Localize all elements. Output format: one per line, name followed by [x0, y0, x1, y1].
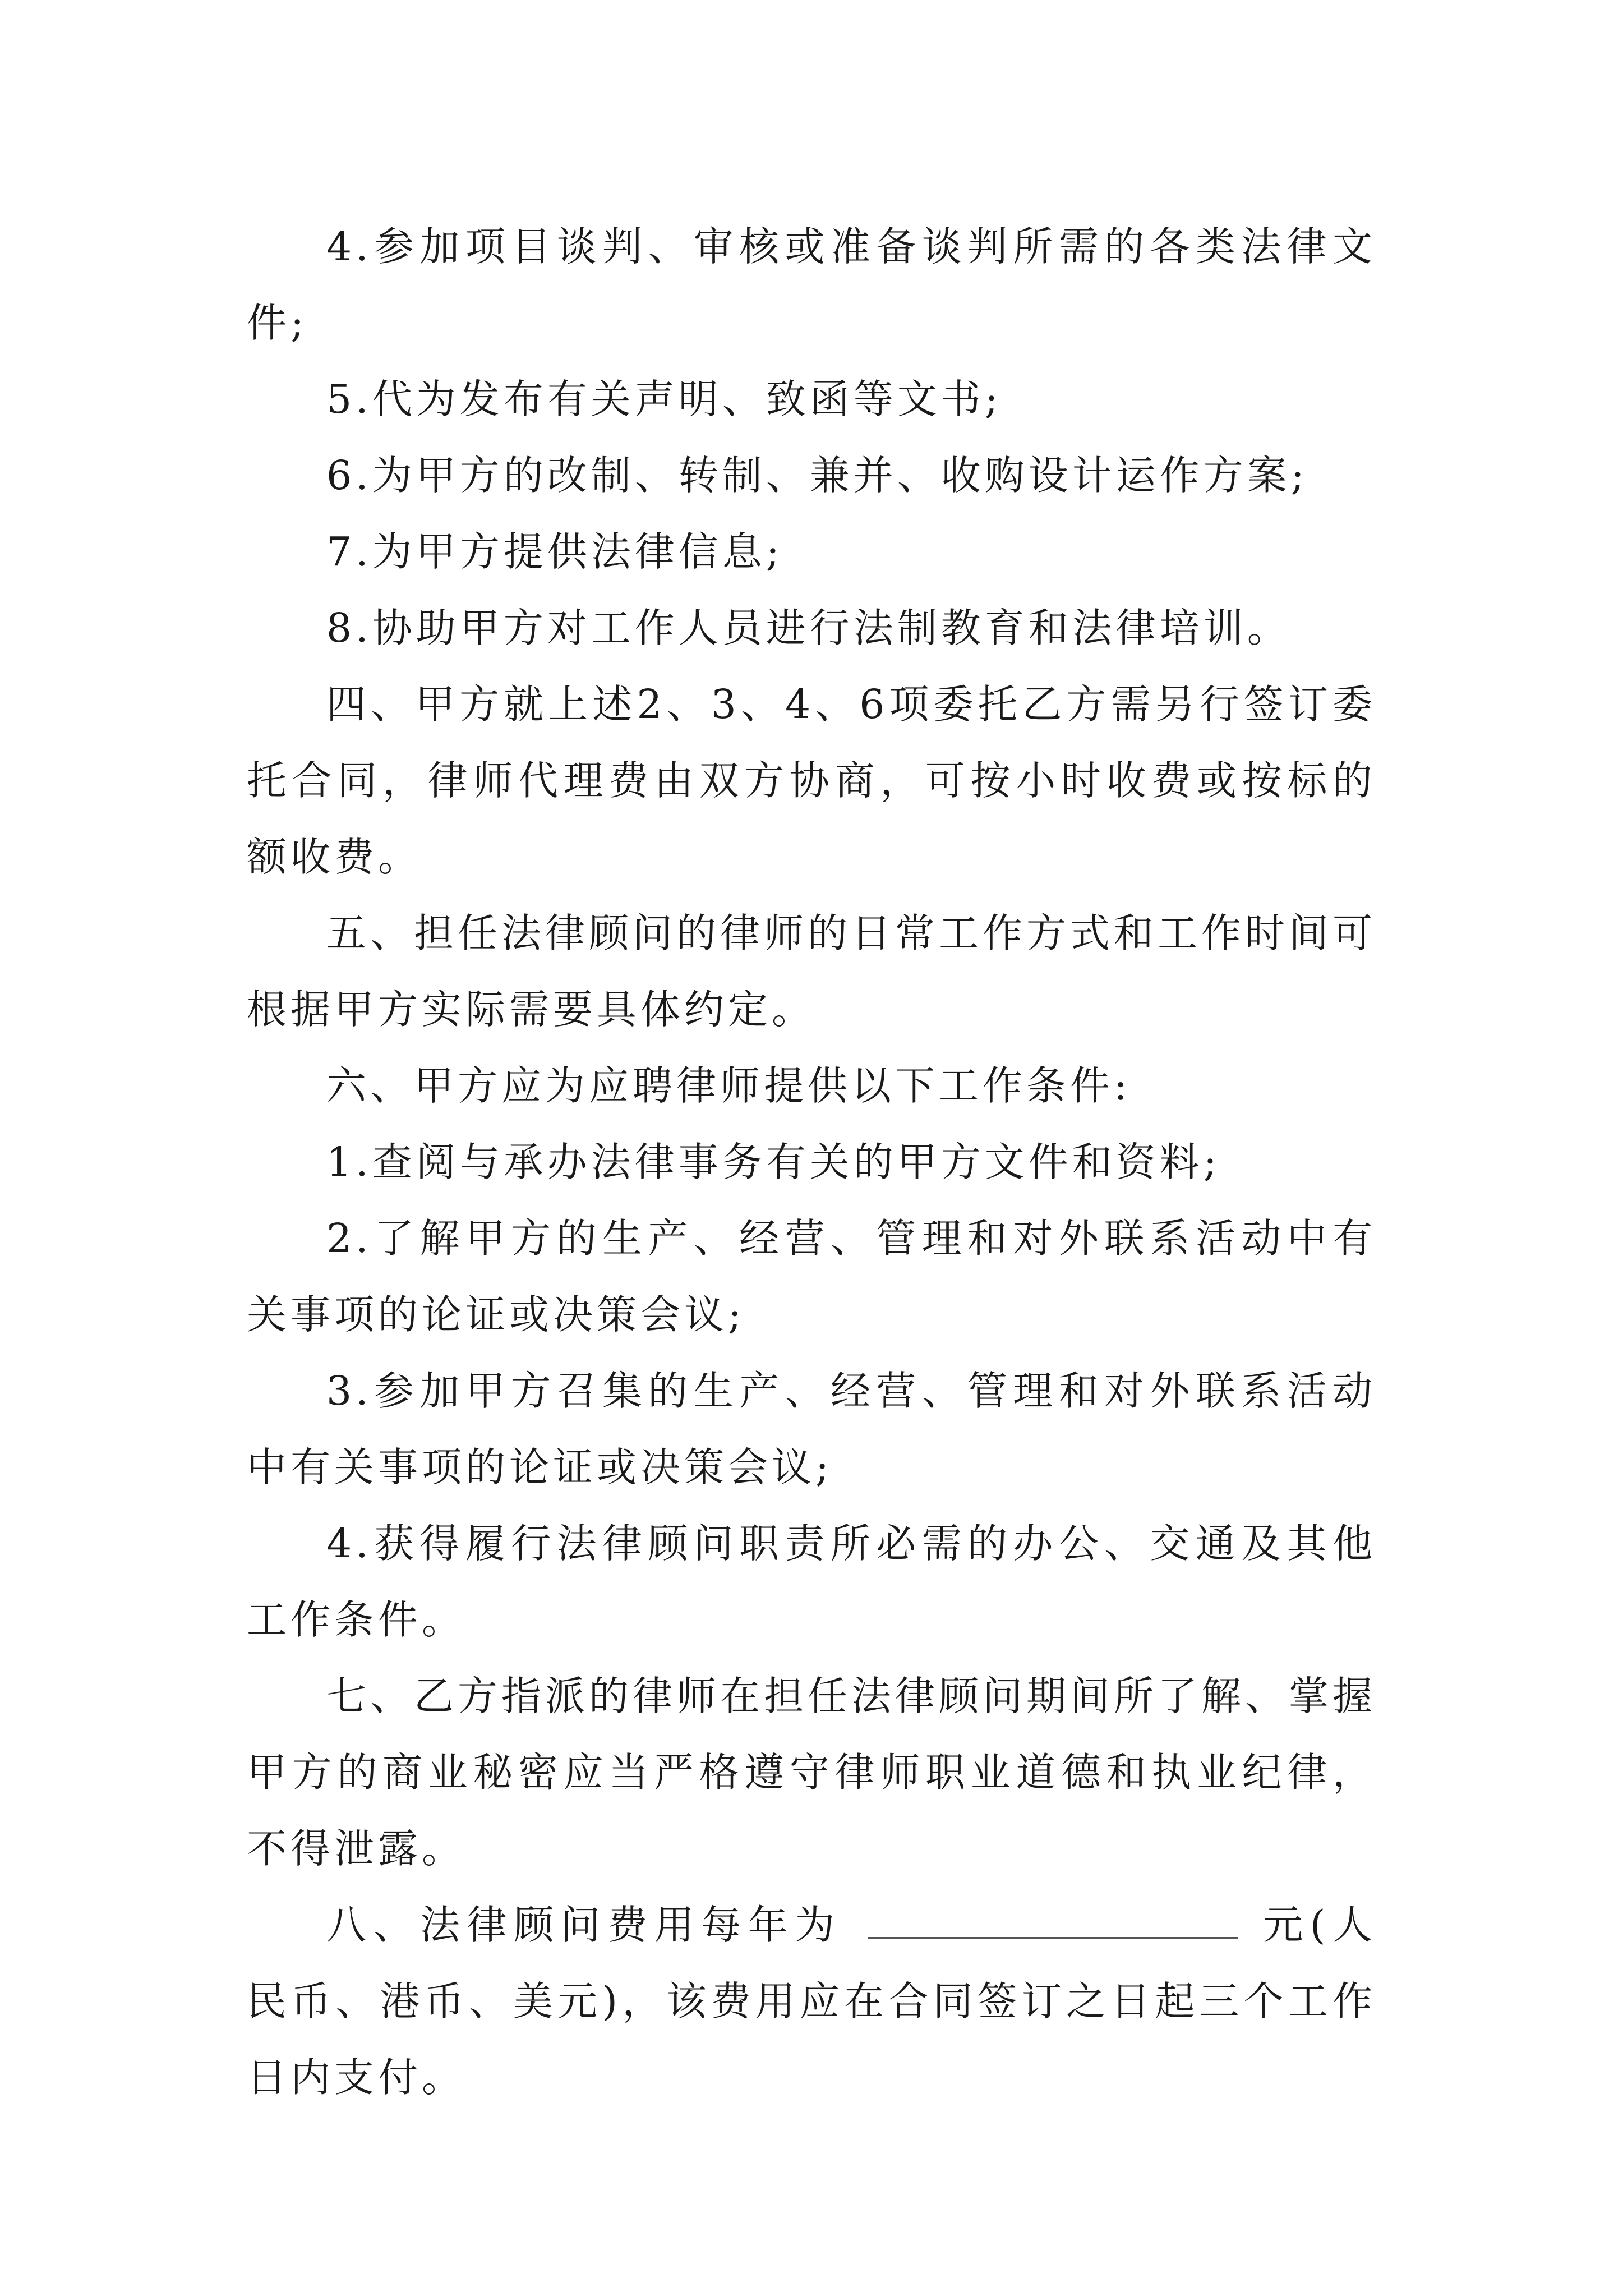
condition-2-meetings: 2.了解甲方的生产、经营、管理和对外联系活动中有关事项的论证或决策会议; [247, 1215, 1376, 1338]
item-8-training: 8.协助甲方对工作人员进行法制教育和法律培训。 [326, 605, 1291, 651]
condition-1-documents: 1.查阅与承办法律事务有关的甲方文件和资料; [326, 1139, 1221, 1185]
clause-6-work-conditions: 六、甲方应为应聘律师提供以下工作条件: [326, 1062, 1131, 1109]
contract-body [247, 209, 1376, 2116]
clause-5-work-arrangement: 五、担任法律顾问的律师的日常工作方式和工作时间可根据甲方实际需要具体约定。 [247, 910, 1377, 1033]
item-7-legal-info: 7.为甲方提供法律信息; [326, 528, 783, 575]
fee-amount-blank [868, 1898, 1238, 1939]
item-4-negotiation: 4.参加项目谈判、审核或准备谈判所需的各类法律文件; [247, 223, 1376, 346]
condition-4-office-support: 4.获得履行法律顾问职责所必需的办公、交通及其他工作条件。 [247, 1520, 1376, 1643]
condition-3-convened-meetings: 3.参加甲方召集的生产、经营、管理和对外联系活动中有关事项的论证或决策会议; [247, 1368, 1376, 1490]
item-6-restructuring: 6.为甲方的改制、转制、兼并、收购设计运作方案; [326, 452, 1308, 499]
clause-7-confidentiality: 七、乙方指派的律师在担任法律顾问期间所了解、掌握甲方的商业秘密应当严格遵守律师职业道德和执业纪律，不得泄露。 [247, 1673, 1377, 1872]
fee-text-before: 八、法律顾问费用每年为 [326, 1902, 842, 1948]
item-5-statements: 5.代为发布有关声明、致函等文书; [326, 376, 1002, 422]
fee-text-after: 元(人民币、港币、美元)，该费用应在合同签订之日起三个工作日内支付。 [247, 1902, 1376, 2101]
clause-8-fee [247, 1887, 1376, 2116]
clause-4-separate-contract: 四、甲方就上述2、3、4、6项委托乙方需另行签订委托合同，律师代理费由双方协商，可按小时收费或按标的额收费。 [247, 681, 1376, 880]
